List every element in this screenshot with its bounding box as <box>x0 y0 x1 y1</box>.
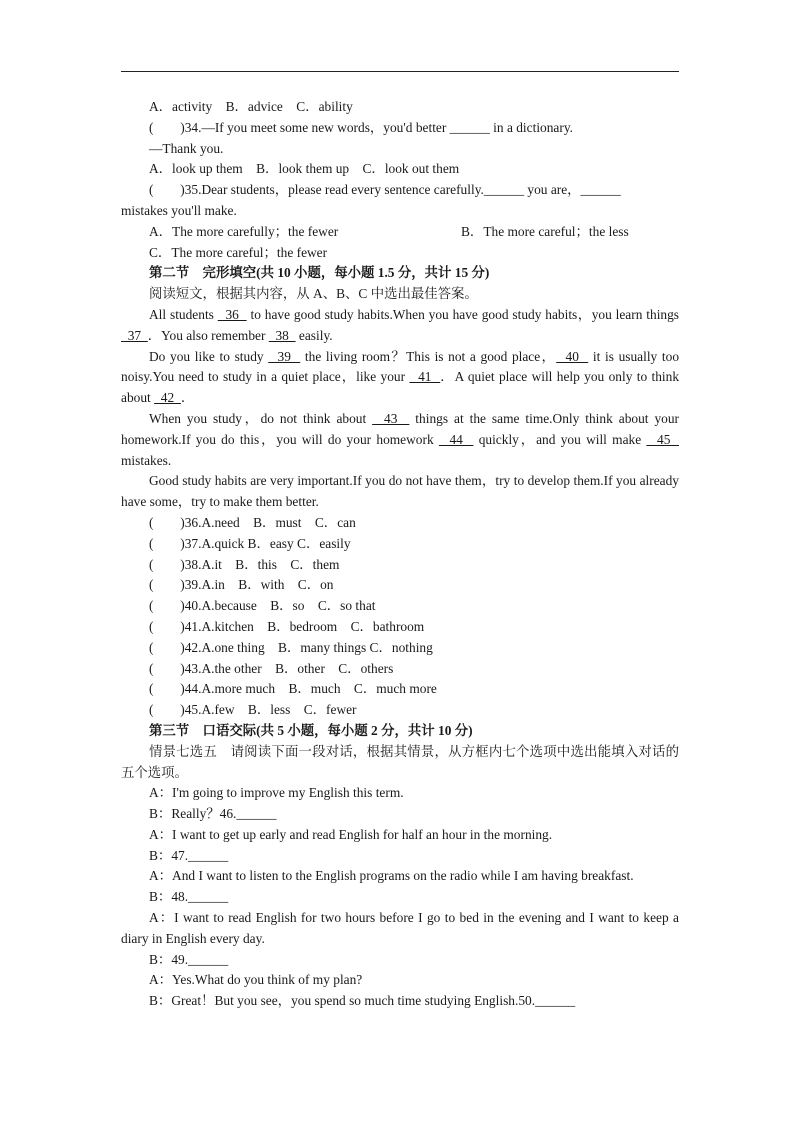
cloze-question: ( )44.A.more much B．much C．much more <box>149 681 437 697</box>
cloze-text: Do you like to study <box>149 348 269 364</box>
cloze-question: ( )40.A.because B．so C．so that <box>149 598 376 614</box>
cloze-text: things at the same time.Only think about your homework.If you do this，you will do your homework <box>121 410 679 447</box>
cloze-blank: 43 <box>372 410 410 426</box>
section3-heading: 第三节 口语交际(共 5 小题，每小题 2 分，共计 10 分) <box>149 722 473 738</box>
cloze-blank: 45 <box>646 431 680 447</box>
cloze-text: ． <box>180 390 195 406</box>
section2-heading: 第二节 完形填空(共 10 小题，每小题 1.5 分，共计 15 分) <box>149 265 490 281</box>
q35-stem-line2: mistakes you'll make. <box>121 202 237 218</box>
dialogue-line: A：I want to read English for two hours before I go to bed in the evening and I want to keep a diary in English every day. <box>121 910 679 946</box>
q34-options: A．look up them B．look them up C．look out them <box>149 161 460 177</box>
cloze-blank: 44 <box>438 431 474 447</box>
q34-stem: ( )34.—If you meet some new words，you'd better ______ in a dictionary. <box>149 119 574 135</box>
q33-options: A．activity B．advice C．ability <box>149 99 353 114</box>
cloze-question: ( )45.A.few B．less C．fewer <box>149 702 357 718</box>
cloze-blank: 38 <box>268 327 296 343</box>
cloze-blank: 42 <box>154 390 181 406</box>
cloze-question: ( )38.A.it B．this C．them <box>149 556 340 572</box>
cloze-text: mistakes. <box>121 452 172 468</box>
cloze-text: it is usually too noisy.You need to study in a quiet place，like your <box>121 348 680 385</box>
worksheet-page <box>121 97 679 1012</box>
cloze-text: the living room？This is not a good place， <box>300 348 557 364</box>
cloze-blank: 40 <box>556 348 589 364</box>
cloze-text: When you study，do not think about <box>149 410 373 426</box>
cloze-blank: 36 <box>217 306 247 322</box>
dialogue-line: A：Yes.What do you think of my plan? <box>149 972 363 988</box>
cloze-questions <box>121 513 679 721</box>
dialogue-line: B：Really？46.______ <box>149 806 277 822</box>
cloze-text: ．A quiet place will help you only to think about <box>121 369 680 406</box>
cloze-question: ( )41.A.kitchen B．bedroom C．bathroom <box>149 618 425 634</box>
dialogue-line: A：And I want to listen to the English programs on the radio while I am having breakfast. <box>149 868 634 884</box>
cloze-text: Good study habits are very important.If you do not have them，try to develop them.If you already have some，try to make them better. <box>121 473 679 510</box>
q34-reply: —Thank you. <box>149 140 224 156</box>
cloze-question: ( )39.A.in B．with C．on <box>149 577 334 593</box>
dialogue-line: A：I want to get up early and read English for half an hour in the morning. <box>149 826 553 842</box>
cloze-text: ．You also remember <box>147 327 269 343</box>
dialogue-line: B：Great！But you see，you spend so much time studying English.50.______ <box>149 993 576 1009</box>
cloze-paragraph <box>121 409 679 471</box>
header-rule <box>121 71 679 72</box>
dialogue-line: B：49.______ <box>149 951 229 967</box>
dialogue-line: B：47.______ <box>149 847 229 863</box>
cloze-blank: 37 <box>121 327 148 343</box>
section3-intro: 情景七选五 请阅读下面一段对话，根据其情景，从方框内七个选项中选出能填入对话的五个选项。 <box>121 743 679 780</box>
cloze-blank: 39 <box>268 348 301 364</box>
q35-options-ab <box>121 222 679 243</box>
cloze-question: ( )36.A.need B．must C．can <box>149 514 356 530</box>
q35-option-a: A．The more carefully；the fewer <box>149 223 339 239</box>
q35-stem-line1: ( )35.Dear students，please read every sentence carefully.______ you are，______ <box>149 182 621 198</box>
cloze-text: quickly，and you will make <box>473 431 647 447</box>
cloze-text: easily. <box>295 327 333 343</box>
cloze-text: All students <box>149 306 218 322</box>
cloze-paragraph <box>121 347 679 409</box>
cloze-passage <box>121 305 679 513</box>
dialogue-line: A：I'm going to improve my English this term. <box>149 785 404 801</box>
cloze-question: ( )43.A.the other B．other C．others <box>149 660 394 676</box>
cloze-question: ( )42.A.one thing B．many things C．nothing <box>149 639 433 655</box>
cloze-blank: 41 <box>409 369 441 385</box>
cloze-question: ( )37.A.quick B．easy C．easily <box>149 535 351 551</box>
cloze-text: to have good study habits.When you have good study habits，you learn things <box>246 306 680 322</box>
cloze-paragraph <box>121 471 679 513</box>
dialogue-line: B：48.______ <box>149 889 229 905</box>
dialogue <box>121 783 679 1012</box>
q35-option-c: C．The more careful；the fewer <box>149 244 328 260</box>
section2-instruction: 阅读短文，根据其内容，从 A、B、C 中选出最佳答案。 <box>149 286 478 302</box>
q35-option-b: B．The more careful；the less <box>461 223 629 239</box>
cloze-paragraph <box>121 305 679 347</box>
